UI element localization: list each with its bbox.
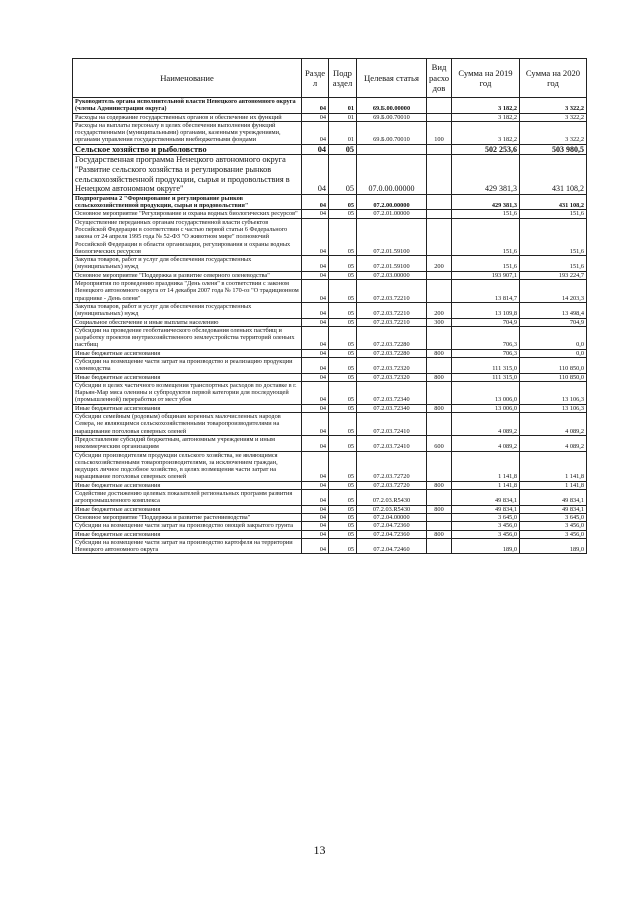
budget-table [72,58,587,554]
cell-name: Руководитель органа исполнительной власти Ненецкого автономного округа (члены Администрации округа) [73,98,302,114]
cell-razdel: 04 [302,271,329,279]
cell-vid [427,490,452,506]
cell-sum-2020: 1 141,8 [520,451,587,481]
cell-article: 07.2.03.72320 [357,357,427,373]
header-razdel: Разде л [302,59,329,98]
cell-article: 69.Б.00.70010 [357,113,427,121]
table-row [73,435,587,451]
cell-razdel: 04 [302,357,329,373]
cell-podrazdel: 05 [329,218,357,255]
header-podrazdel: Подр аздел [329,59,357,98]
cell-razdel: 04 [302,194,329,210]
cell-sum-2019: 429 381,3 [452,155,520,194]
cell-vid [427,98,452,114]
cell-sum-2019: 193 907,1 [452,271,520,279]
table-row [73,373,587,381]
cell-vid [427,210,452,218]
cell-vid [427,113,452,121]
table-row [73,413,587,436]
cell-sum-2019: 151,6 [452,210,520,218]
cell-article: 07.2.03.72280 [357,349,427,357]
cell-vid [427,451,452,481]
cell-sum-2020: 4 089,2 [520,413,587,436]
cell-sum-2019: 13 109,8 [452,302,520,318]
cell-sum-2019: 111 315,0 [452,373,520,381]
cell-sum-2019: 151,6 [452,256,520,272]
cell-article: 07.2.03.72280 [357,326,427,349]
cell-vid [427,381,452,404]
cell-sum-2019: 49 834,1 [452,505,520,513]
cell-razdel: 04 [302,218,329,255]
cell-podrazdel: 05 [329,326,357,349]
cell-vid: 200 [427,302,452,318]
cell-sum-2020: 110 850,0 [520,357,587,373]
cell-podrazdel: 05 [329,413,357,436]
cell-sum-2019: 429 381,3 [452,194,520,210]
cell-vid [427,218,452,255]
table-row [73,302,587,318]
cell-article: 07.2.03.72720 [357,451,427,481]
cell-name: Основное мероприятие "Поддержка и развитие растениеводства" [73,513,302,521]
cell-sum-2019: 1 141,8 [452,481,520,489]
cell-name: Субсидии на возмещение части затрат на производство картофеля на территории Ненецкого автономного округа [73,538,302,554]
cell-vid [427,271,452,279]
cell-name: Основное мероприятие "Регулирование и охрана водных биологических ресурсов" [73,210,302,218]
cell-name: Иные бюджетные ассигнования [73,404,302,412]
cell-razdel: 04 [302,318,329,326]
cell-sum-2019: 13 006,0 [452,381,520,404]
cell-sum-2020: 13 106,3 [520,381,587,404]
cell-razdel: 04 [302,256,329,272]
cell-article: 07.2.01.59100 [357,256,427,272]
cell-sum-2019: 704,9 [452,318,520,326]
cell-razdel: 04 [302,210,329,218]
cell-podrazdel: 05 [329,513,357,521]
header-sum-2020: Сумма на 2020 год [520,59,587,98]
cell-sum-2020: 431 108,2 [520,155,587,194]
cell-razdel: 04 [302,144,329,155]
cell-article: 07.2.03.R5430 [357,505,427,513]
cell-podrazdel: 05 [329,349,357,357]
cell-vid [427,357,452,373]
cell-vid [427,326,452,349]
cell-razdel: 04 [302,413,329,436]
cell-name: Субсидии производителям продукции сельского хозяйства, не являющимся сельскохозяйственными товаропроизводителями, за исключением граждан, ведущих личное подсобное хозяйство, в целях возмещения части затрат на наращивание поголовья северных оленей [73,451,302,481]
cell-podrazdel: 01 [329,98,357,114]
cell-article: 07.2.03.72410 [357,435,427,451]
table-header-row [73,59,587,98]
cell-podrazdel: 05 [329,373,357,381]
table-row [73,326,587,349]
cell-name: Иные бюджетные ассигнования [73,530,302,538]
cell-sum-2020: 14 203,3 [520,280,587,303]
cell-sum-2020: 193 224,7 [520,271,587,279]
cell-podrazdel: 05 [329,435,357,451]
cell-razdel: 04 [302,530,329,538]
cell-sum-2019: 4 089,2 [452,413,520,436]
table-row [73,155,587,194]
cell-sum-2019: 111 315,0 [452,357,520,373]
cell-sum-2020: 49 834,1 [520,490,587,506]
cell-razdel: 04 [302,381,329,404]
cell-name: Субсидии на возмещение части затрат на производство овощей закрытого грунта [73,522,302,530]
cell-vid: 100 [427,121,452,144]
table-row [73,505,587,513]
table-row [73,194,587,210]
cell-article: 07.2.03.72210 [357,302,427,318]
cell-article: 07.2.03.00000 [357,271,427,279]
cell-podrazdel: 05 [329,256,357,272]
cell-name: Субсидии в целях частичного возмещения транспортных расходов по доставке в г. Нарьян-Мар мяса оленины и субпродуктов первой категории для последующей (промышленной) переработки от мест убоя [73,381,302,404]
cell-name: Субсидии на проведение геоботанического обследования оленьих пастбищ и разработку проектов внутрихозяйственного землеустройства территорий оленьих пастбищ [73,326,302,349]
cell-podrazdel: 05 [329,530,357,538]
table-row [73,490,587,506]
cell-podrazdel: 01 [329,113,357,121]
table-row [73,357,587,373]
cell-vid [427,513,452,521]
cell-vid [427,155,452,194]
cell-article: 07.2.04.00000 [357,513,427,521]
cell-sum-2020: 151,6 [520,256,587,272]
cell-podrazdel: 05 [329,404,357,412]
table-row [73,98,587,114]
cell-sum-2019: 3 182,2 [452,121,520,144]
cell-razdel: 04 [302,513,329,521]
cell-podrazdel: 05 [329,481,357,489]
cell-sum-2019: 13 006,0 [452,404,520,412]
cell-article: 07.2.03.72410 [357,413,427,436]
cell-sum-2020: 13 498,4 [520,302,587,318]
cell-sum-2020: 3 645,0 [520,513,587,521]
table-row [73,349,587,357]
cell-article: 07.2.03.72340 [357,381,427,404]
table-row [73,218,587,255]
cell-name: Расходы на выплаты персоналу в целях обеспечения выполнения функций государственными (муниципальными) органами, казенными учреждениями, органами управления государственными внебюджетными фондами [73,121,302,144]
table-row [73,404,587,412]
cell-name: Расходы на содержание государственных органов и обеспечение их функций [73,113,302,121]
cell-sum-2020: 0,0 [520,349,587,357]
cell-podrazdel: 05 [329,155,357,194]
cell-razdel: 04 [302,481,329,489]
cell-article: 07.0.00.00000 [357,155,427,194]
cell-vid: 800 [427,481,452,489]
cell-podrazdel: 05 [329,381,357,404]
cell-vid: 800 [427,404,452,412]
table-row [73,280,587,303]
cell-sum-2020: 13 106,3 [520,404,587,412]
cell-podrazdel: 05 [329,357,357,373]
cell-vid: 800 [427,349,452,357]
cell-name: Сельское хозяйство и рыболовство [73,144,302,155]
cell-name: Подпрограмма 2 "Формирование и регулирование рынков сельскохозяйственной продукции, сырья и продовольствия" [73,194,302,210]
cell-name: Закупка товаров, работ и услуг для обеспечения государственных (муниципальных) нужд [73,256,302,272]
budget-table-container [72,58,586,554]
cell-article: 07.2.01.00000 [357,210,427,218]
cell-sum-2019: 706,3 [452,349,520,357]
table-row [73,530,587,538]
cell-name: Иные бюджетные ассигнования [73,373,302,381]
cell-razdel: 04 [302,121,329,144]
cell-name: Осуществление переданных органам государственной власти субъектов Российской Федерации в соответствии с частью первой статьи 6 Федерального закона от 24 апреля 1995 года № 52-ФЗ "О животном мире" полномочий Российской Федерации в области организации, регулирования и охраны водных биологических ресурсов [73,218,302,255]
cell-article [357,144,427,155]
cell-razdel: 04 [302,155,329,194]
cell-podrazdel: 05 [329,210,357,218]
cell-vid [427,144,452,155]
table-row [73,210,587,218]
cell-razdel: 04 [302,435,329,451]
cell-vid [427,522,452,530]
header-vid: Вид расхо дов [427,59,452,98]
cell-sum-2019: 4 089,2 [452,435,520,451]
cell-sum-2020: 151,6 [520,210,587,218]
cell-sum-2020: 110 850,0 [520,373,587,381]
cell-article: 07.2.03.R5430 [357,490,427,506]
cell-podrazdel: 05 [329,318,357,326]
cell-sum-2020: 3 322,2 [520,98,587,114]
cell-sum-2019: 189,0 [452,538,520,554]
cell-podrazdel: 05 [329,490,357,506]
cell-sum-2020: 1 141,8 [520,481,587,489]
cell-name: Социальное обеспечение и иные выплаты населению [73,318,302,326]
cell-vid: 300 [427,318,452,326]
cell-razdel: 04 [302,98,329,114]
table-row [73,538,587,554]
cell-sum-2020: 151,6 [520,218,587,255]
cell-article: 07.2.03.72720 [357,481,427,489]
cell-name: Основное мероприятие "Поддержка и развитие северного оленеводства" [73,271,302,279]
cell-article: 69.Б.00.00000 [357,98,427,114]
cell-article: 07.2.03.72320 [357,373,427,381]
cell-name: Мероприятия по проведению праздника "День оленя" в соответствии с законом Ненецкого автономного округа от 14 декабря 2007 года № 170-оз "О традиционном празднике - День оленя" [73,280,302,303]
table-row [73,113,587,121]
cell-razdel: 04 [302,451,329,481]
cell-name: Государственная программа Ненецкого автономного округа "Развитие сельского хозяйства и регулирование рынков сельскохозяйственной продукции, сырья и продовольствия в Ненецком автономном округе" [73,155,302,194]
cell-article: 07.2.00.00000 [357,194,427,210]
cell-name: Иные бюджетные ассигнования [73,505,302,513]
table-row [73,381,587,404]
cell-sum-2020: 431 108,2 [520,194,587,210]
cell-vid: 800 [427,530,452,538]
cell-sum-2019: 502 253,6 [452,144,520,155]
cell-sum-2020: 189,0 [520,538,587,554]
cell-sum-2020: 3 456,0 [520,530,587,538]
header-sum-2019: Сумма на 2019 год [452,59,520,98]
cell-sum-2020: 0,0 [520,326,587,349]
table-row [73,271,587,279]
cell-name: Закупка товаров, работ и услуг для обеспечения государственных (муниципальных) нужд [73,302,302,318]
cell-article: 07.2.03.72340 [357,404,427,412]
cell-podrazdel: 05 [329,451,357,481]
cell-article: 07.2.04.72360 [357,530,427,538]
cell-podrazdel: 05 [329,271,357,279]
cell-name: Иные бюджетные ассигнования [73,481,302,489]
cell-article: 07.2.01.59100 [357,218,427,255]
cell-razdel: 04 [302,280,329,303]
cell-sum-2020: 503 980,5 [520,144,587,155]
cell-sum-2019: 151,6 [452,218,520,255]
cell-article: 07.2.03.72210 [357,318,427,326]
cell-article: 07.2.03.72210 [357,280,427,303]
table-row [73,318,587,326]
cell-name: Субсидии семейным (родовым) общинам коренных малочисленных народов Севера, не являющимся сельскохозяйственными товаропроизводителями на наращивание поголовья северных оленей [73,413,302,436]
cell-name: Содействие достижению целевых показателей региональных программ развития агропромышленного комплекса [73,490,302,506]
cell-razdel: 04 [302,522,329,530]
cell-sum-2020: 3 322,2 [520,113,587,121]
cell-sum-2020: 704,9 [520,318,587,326]
table-row [73,256,587,272]
cell-sum-2019: 3 182,2 [452,113,520,121]
cell-razdel: 04 [302,326,329,349]
cell-sum-2019: 49 834,1 [452,490,520,506]
cell-sum-2019: 3 456,0 [452,522,520,530]
table-row [73,513,587,521]
cell-vid [427,194,452,210]
cell-sum-2019: 3 645,0 [452,513,520,521]
cell-podrazdel: 05 [329,505,357,513]
cell-vid: 600 [427,435,452,451]
cell-razdel: 04 [302,302,329,318]
cell-article: 69.Б.00.70010 [357,121,427,144]
cell-sum-2019: 3 456,0 [452,530,520,538]
cell-podrazdel: 05 [329,538,357,554]
cell-razdel: 04 [302,505,329,513]
cell-sum-2019: 13 814,7 [452,280,520,303]
page-number: 13 [313,843,326,857]
cell-sum-2019: 1 141,8 [452,451,520,481]
table-row [73,522,587,530]
cell-sum-2020: 3 456,0 [520,522,587,530]
cell-vid: 200 [427,256,452,272]
cell-razdel: 04 [302,404,329,412]
cell-sum-2020: 4 089,2 [520,435,587,451]
cell-vid: 800 [427,505,452,513]
cell-vid [427,538,452,554]
header-name: Наименование [73,59,302,98]
table-row [73,144,587,155]
table-row [73,451,587,481]
table-row [73,481,587,489]
cell-sum-2019: 706,3 [452,326,520,349]
cell-podrazdel: 01 [329,121,357,144]
cell-vid [427,413,452,436]
cell-vid [427,280,452,303]
cell-razdel: 04 [302,113,329,121]
cell-podrazdel: 05 [329,144,357,155]
cell-name: Субсидии на возмещение части затрат на производство и реализацию продукции оленеводства [73,357,302,373]
cell-razdel: 04 [302,349,329,357]
cell-sum-2020: 49 834,1 [520,505,587,513]
cell-razdel: 04 [302,490,329,506]
cell-podrazdel: 05 [329,194,357,210]
cell-vid: 800 [427,373,452,381]
cell-name: Иные бюджетные ассигнования [73,349,302,357]
table-row [73,121,587,144]
cell-razdel: 04 [302,373,329,381]
cell-article: 07.2.04.72460 [357,538,427,554]
cell-name: Предоставление субсидий бюджетным, автономным учреждениям и иным некоммерческим организациям [73,435,302,451]
cell-sum-2020: 3 322,2 [520,121,587,144]
cell-razdel: 04 [302,538,329,554]
cell-article: 07.2.04.72360 [357,522,427,530]
header-article: Целевая статья [357,59,427,98]
cell-podrazdel: 05 [329,280,357,303]
cell-podrazdel: 05 [329,302,357,318]
cell-podrazdel: 05 [329,522,357,530]
cell-sum-2019: 3 182,2 [452,98,520,114]
